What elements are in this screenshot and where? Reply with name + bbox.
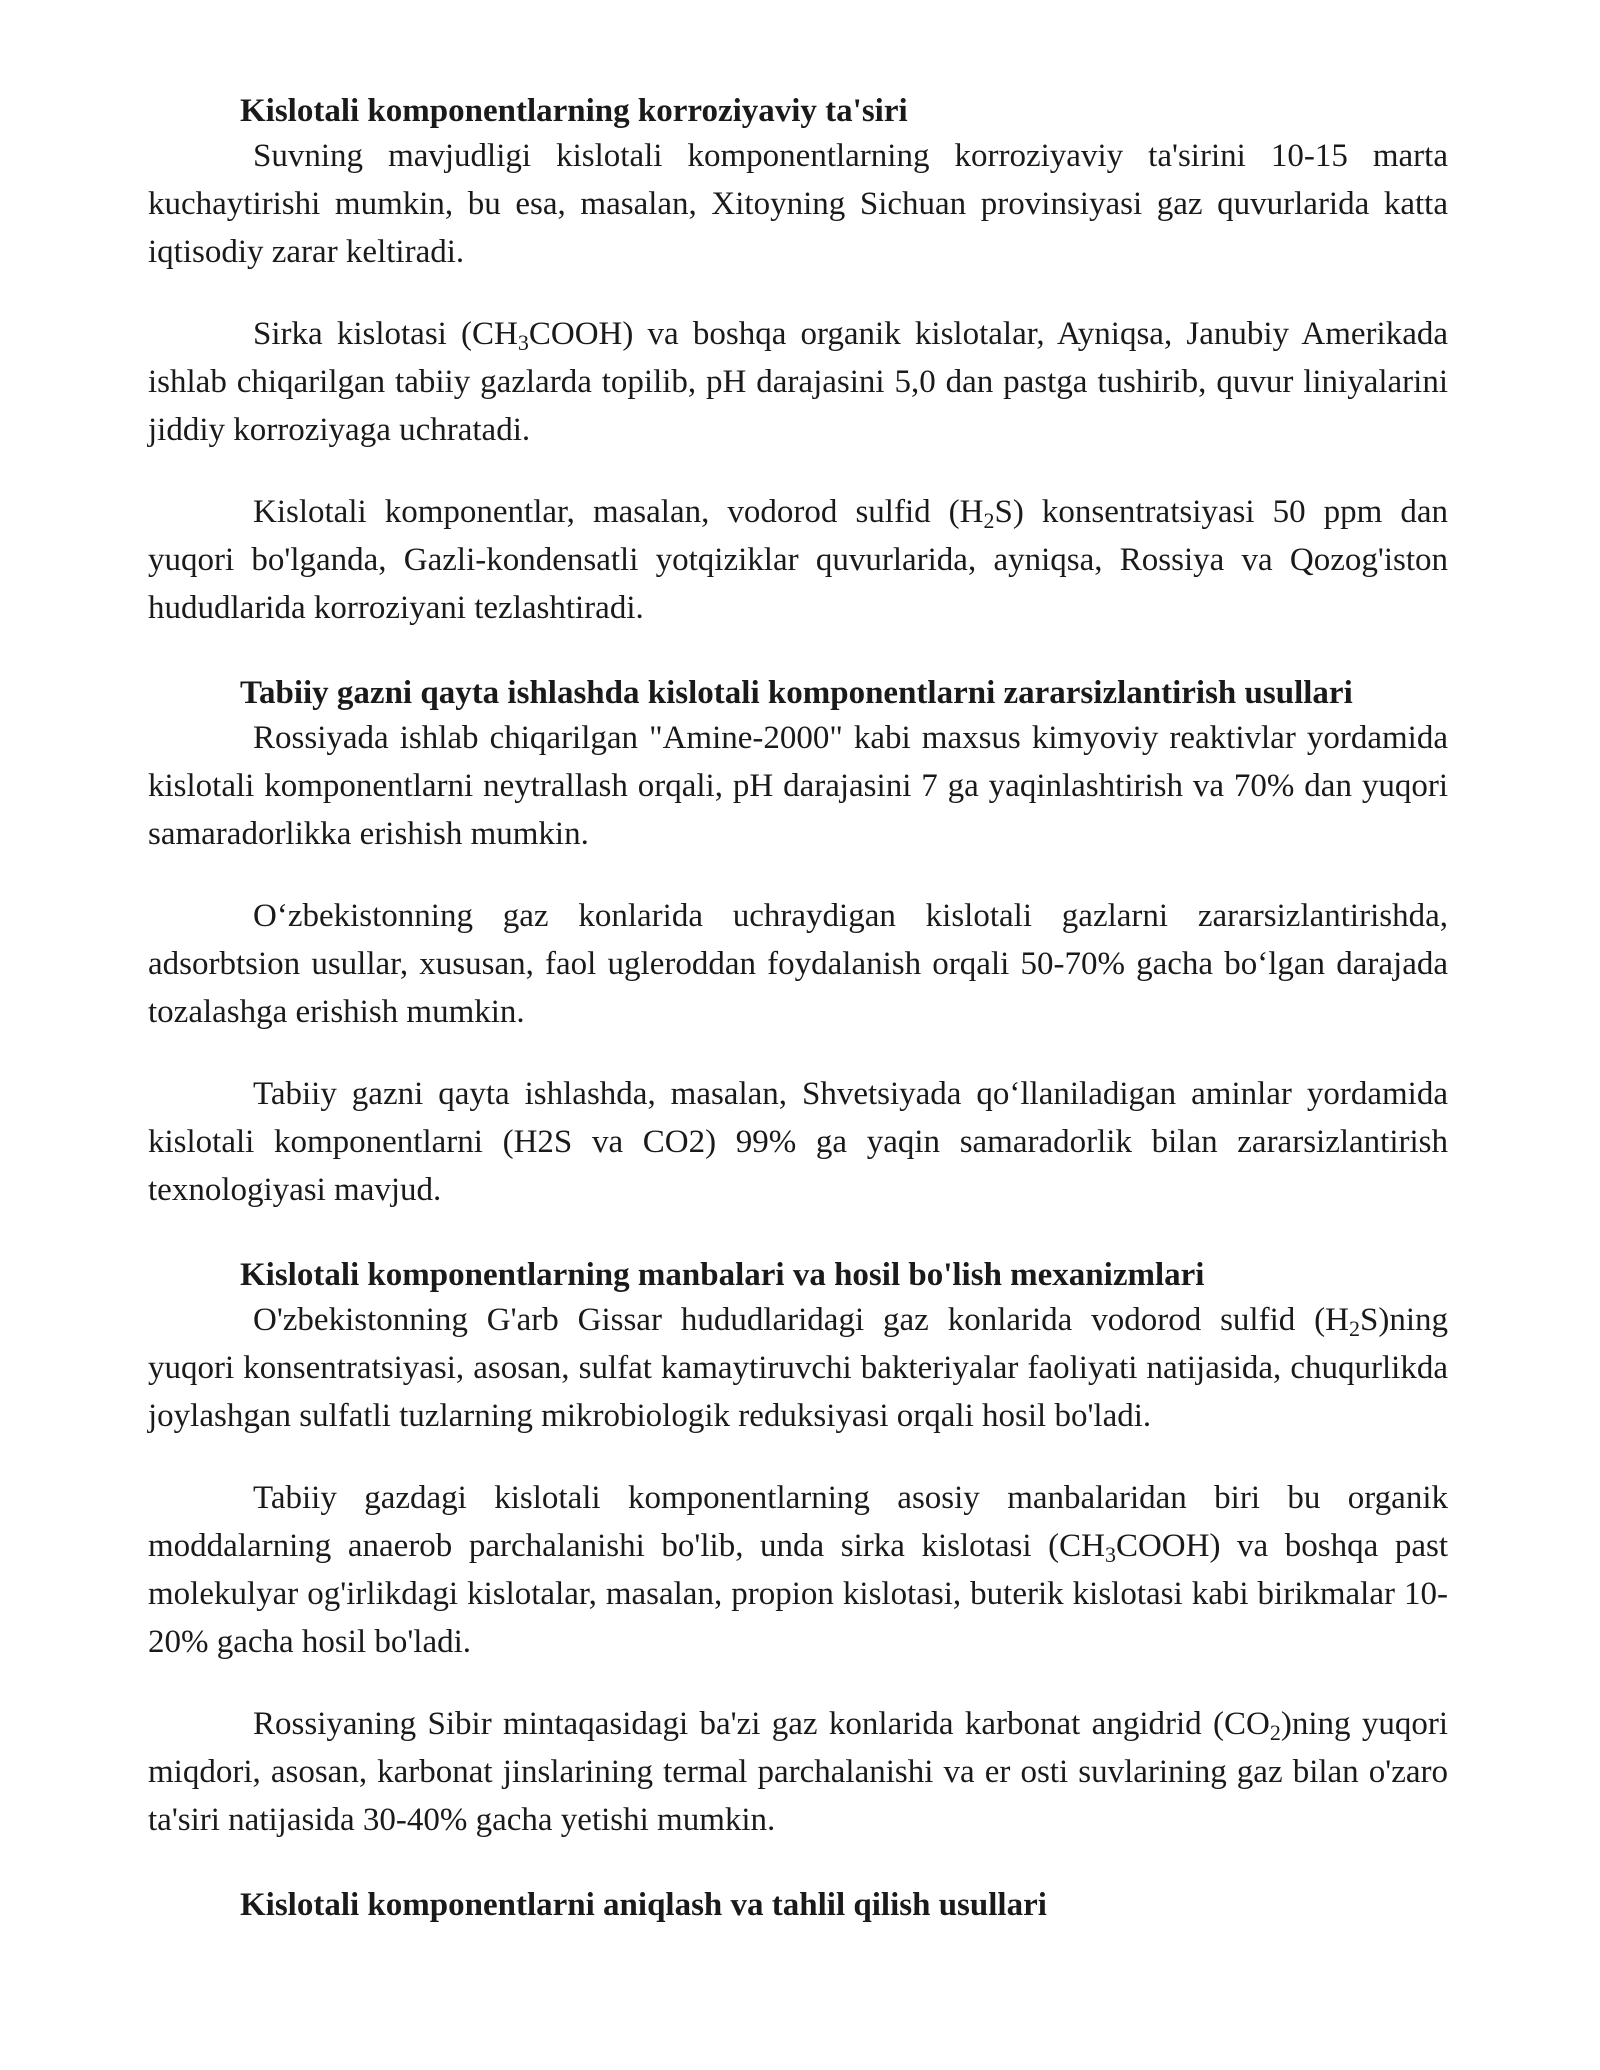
text-segment: Sirka kislotasi (CH [253, 316, 518, 352]
text-segment: Tabiiy gazdagi kislotali komponentlarning asosiy manbalaridan biri bu organik moddalarning anaerob parchalanishi bo'lib, unda sirka kislotasi (CH [148, 1480, 1448, 1564]
paragraph [148, 1296, 1448, 1440]
text-segment: Rossiyada ishlab chiqarilgan "Amine-2000" kabi maxsus kimyoviy reaktivlar yordamida kislotali komponentlarni neytrallash orqali, pH darajasini 7 ga yaqinlashtirish va 70% dan yuqori samaradorlikka erishish mumkin. [148, 720, 1448, 852]
section-corrosion [148, 90, 1448, 632]
section-neutralization [148, 672, 1448, 1214]
text-segment: )ning yuqori miqdori, asosan, karbonat jinslarining termal parchalanishi va er osti suvlarining gaz bilan o'zaro ta'siri natijasida 30-40% gacha yetishi mumkin. [148, 1706, 1448, 1838]
text-segment: S)ning yuqori konsentratsiyasi, asosan, sulfat kamaytiruvchi bakteriyalar faoliyati natijasida, chuqurlikda joylashgan sulfatli tuzlarning mikrobiologik reduksiyasi orqali hosil bo'ladi. [148, 1302, 1448, 1434]
section-analysis [148, 1884, 1448, 1926]
paragraph [148, 1070, 1448, 1214]
text-segment: Suvning mavjudligi kislotali komponentlarning korroziyaviy ta'sirini 10-15 marta kuchaytirishi mumkin, bu esa, masalan, Xitoyning Sichuan provinsiyasi gaz quvurlarida katta iqtisodiy zarar keltiradi. [148, 138, 1448, 270]
text-segment: Kislotali komponentlar, masalan, vodorod sulfid (H [253, 494, 984, 530]
text-segment: O‘zbekistonning gaz konlarida uchraydigan kislotali gazlarni zararsizlantirishda, adsorbtsion usullar, xususan, faol ugleroddan foydalanish orqali 50-70% gacha bo‘lgan darajada tozalashga erishish mumkin. [148, 898, 1448, 1030]
text-segment: COOH) va boshqa organik kislotalar, Ayniqsa, Janubiy Amerikada ishlab chiqarilgan tabiiy gazlarda topilib, pH darajasini 5,0 dan pastga tushirib, quvur liniyalarini jiddiy korroziyaga uchratadi. [148, 316, 1448, 448]
section-heading: Kislotali komponentlarning korroziyaviy ta'siri [240, 93, 908, 129]
subscript: 2 [983, 508, 995, 533]
subscript: 3 [517, 330, 529, 355]
text-segment: Rossiyaning Sibir mintaqasidagi ba'zi gaz konlarida karbonat angidrid (CO [253, 1706, 1270, 1742]
subscript: 3 [1104, 1542, 1116, 1567]
paragraph [148, 714, 1448, 858]
paragraph [148, 488, 1448, 632]
section-heading: Tabiiy gazni qayta ishlashda kislotali komponentlarni zararsizlantirish usullari [240, 675, 1353, 711]
paragraph [148, 892, 1448, 1036]
document-page [148, 90, 1448, 1926]
paragraph [148, 132, 1448, 276]
paragraph [148, 1474, 1448, 1666]
subscript: 2 [1348, 1316, 1360, 1341]
text-segment: O'zbekistonning G'arb Gissar hududlaridagi gaz konlarida vodorod sulfid (H [253, 1302, 1349, 1338]
section-heading: Kislotali komponentlarning manbalari va hosil bo'lish mexanizmlari [240, 1257, 1205, 1293]
subscript: 2 [1269, 1720, 1281, 1745]
section-heading: Kislotali komponentlarni aniqlash va tahlil qilish usullari [240, 1887, 1047, 1923]
section-sources [148, 1254, 1448, 1844]
text-segment: COOH) va boshqa past molekulyar og'irlikdagi kislotalar, masalan, propion kislotasi, buterik kislotasi kabi birikmalar 10-20% gacha hosil bo'ladi. [148, 1528, 1448, 1660]
text-segment: Tabiiy gazni qayta ishlashda, masalan, Shvetsiyada qo‘llaniladigan aminlar yordamida kislotali komponentlarni (H2S va CO2) 99% ga yaqin samaradorlik bilan zararsizlantirish texnologiyasi mavjud. [148, 1076, 1448, 1208]
paragraph [148, 1700, 1448, 1844]
paragraph [148, 310, 1448, 454]
text-segment: S) konsentratsiyasi 50 ppm dan yuqori bo'lganda, Gazli-kondensatli yotqiziklar quvurlarida, ayniqsa, Rossiya va Qozog'iston hududlarida korroziyani tezlashtiradi. [148, 494, 1448, 626]
